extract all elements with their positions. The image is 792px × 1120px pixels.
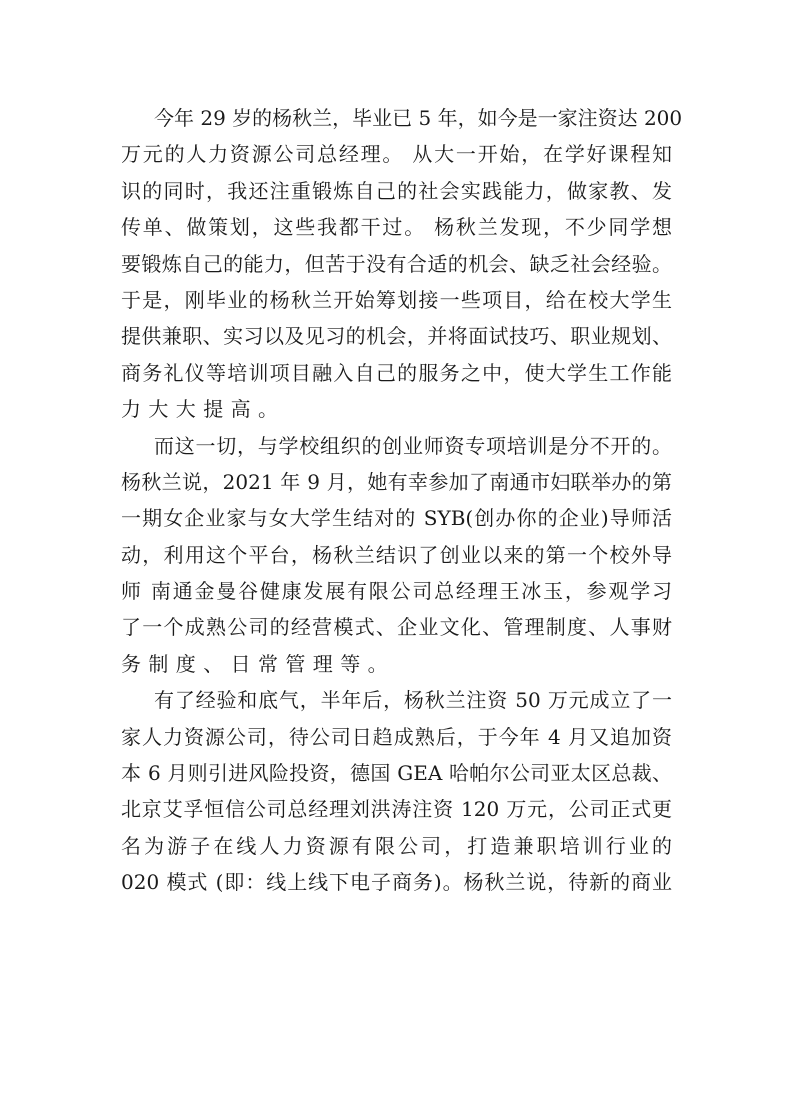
text-line: 传单、做策划，这些我都干过。 杨秋兰发现，不少同学想	[121, 215, 672, 240]
text-line: 提供兼职、实习以及见习的机会，并将面试技巧、职业规划、	[121, 324, 672, 349]
text-line: 本 6 月则引进风险投资，德国 GEA 哈帕尔公司亚太区总裁、	[121, 761, 672, 786]
text-line: 万元的人力资源公司总经理。 从大一开始，在学好课程知	[121, 142, 672, 167]
text-line: 而这一切，与学校组织的创业师资专项培训是分不开的。	[154, 433, 672, 458]
text-line: 名为游子在线人力资源有限公司，打造兼职培训行业的	[121, 833, 672, 858]
text-line: 了一个成熟公司的经营模式、企业文化、管理制度、人事财	[121, 615, 672, 640]
text-line: 今年 29 岁的杨秋兰，毕业已 5 年，如今是一家注资达 200	[154, 106, 683, 130]
text-line: 识的同时，我还注重锻炼自己的社会实践能力，做家教、发	[121, 178, 672, 203]
text-line: 家人力资源公司，待公司日趋成熟后，于今年 4 月又追加资	[121, 724, 672, 749]
text-line: 于是，刚毕业的杨秋兰开始筹划接一些项目，给在校大学生	[121, 287, 672, 312]
text-line: 北京艾孚恒信公司总经理刘洪涛注资 120 万元，公司正式更	[121, 797, 672, 822]
paragraph-2	[121, 428, 672, 683]
text-line: 要锻炼自己的能力，但苦于没有合适的机会、缺乏社会经验。	[121, 251, 672, 276]
text-line: 商务礼仪等培训项目融入自己的服务之中，使大学生工作能	[121, 360, 672, 385]
paragraph-1	[121, 100, 683, 428]
text-line: 动，利用这个平台，杨秋兰结识了创业以来的第一个校外导	[121, 542, 672, 567]
text-line: 力大大提高。	[121, 397, 286, 422]
text-line: 杨秋兰说，2021 年 9 月，她有幸参加了南通市妇联举办的第	[121, 469, 672, 494]
body-text	[121, 100, 683, 901]
text-line: 师 南通金曼谷健康发展有限公司总经理王冰玉，参观学习	[121, 579, 672, 604]
paragraph-3	[121, 682, 672, 900]
text-line: 020 模式 (即：线上线下电子商务)。杨秋兰说，待新的商业	[121, 870, 672, 895]
text-line: 务制度、日常管理等。	[121, 651, 395, 676]
text-line: 有了经验和底气，半年后，杨秋兰注资 50 万元成立了一	[154, 688, 672, 713]
text-line: 一期女企业家与女大学生结对的 SYB(创办你的企业)导师活	[121, 506, 672, 531]
